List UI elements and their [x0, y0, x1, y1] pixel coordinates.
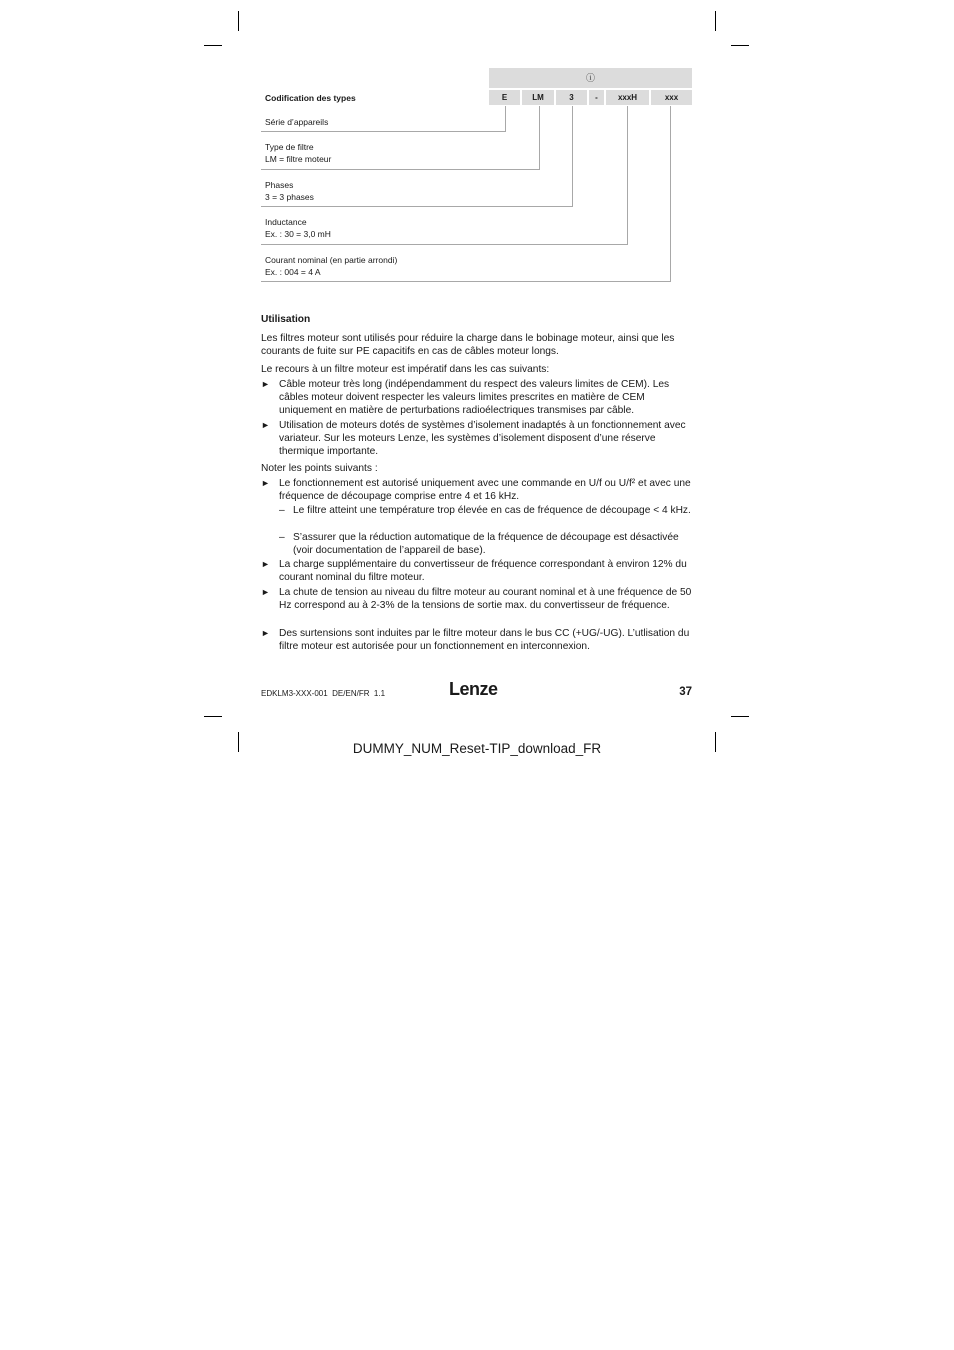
list-item-text: Câble moteur très long (indépendamment du respect des valeurs limites de CEM). Les câbles moteur doivent respecter les valeurs limites prescrites en matière de CEM uniquement en matière de perturbations radioélectriques transmises par câble.	[279, 379, 670, 416]
paragraph-intro: Les filtres moteur sont utilisés pour réduire la charge dans le bobinage moteur, ainsi que les courants de fuite sur PE capacitifs en cas de câbles moteur longs.	[261, 333, 675, 357]
row-label-text: Type de filtre	[265, 142, 314, 152]
sub-list-item	[279, 531, 696, 557]
document-id: DUMMY_NUM_Reset-TIP_download_FR	[352, 741, 602, 756]
row-label-current	[265, 255, 397, 278]
list-item-text: Le fonctionnement est autorisé uniquement avec une commande en U/f ou U/f² et avec une fréquence de découpage comprise entre 4 et 16 kHz.	[279, 478, 691, 502]
bullet-arrow-icon: ►	[261, 478, 270, 488]
code-cell-inductance: xxxH	[606, 90, 649, 105]
code-cell-current: xxx	[651, 90, 692, 105]
paragraph-required-cases: Le recours à un filtre moteur est impératif dans les cas suivants:	[261, 364, 550, 375]
type-code-title: Codification des types	[265, 93, 356, 103]
paragraph-notes-intro: Noter les points suivants :	[261, 463, 378, 474]
sub-list-item-text: Le filtre atteint une température trop élevée en cas de fréquence de découpage < 4 kHz.	[293, 505, 691, 516]
list-item	[261, 586, 696, 612]
footer-doc-reference: EDKLM3-XXX-001 DE/EN/FR 1.1	[261, 689, 386, 698]
list-item	[261, 419, 696, 458]
separator-line	[261, 169, 540, 170]
row-label-detail: LM = filtre moteur	[265, 153, 332, 164]
code-header-info-icon: ⓘ	[489, 68, 692, 88]
list-item-text: Des surtensions sont induites par le filtre moteur dans le bus CC (+UG/-UG). L’utlisation du filtre moteur est autorisée pour un fonctionnement en interconnexion.	[279, 628, 690, 652]
code-cell-dash: -	[589, 90, 604, 105]
list-item	[261, 558, 696, 584]
list-item	[261, 627, 696, 653]
sub-list-item-text: S’assurer que la réduction automatique de la fréquence de découpage est désactivée (voir documentation de l’appareil de base).	[293, 532, 679, 556]
connector-line	[539, 106, 540, 170]
bullet-arrow-icon: ►	[261, 628, 270, 638]
row-label-detail: 3 = 3 phases	[265, 191, 314, 202]
separator-line	[261, 244, 628, 245]
lenze-logo: Lenze	[449, 679, 498, 699]
bullet-arrow-icon: ►	[261, 587, 270, 597]
connector-line	[572, 106, 573, 207]
row-label-text: Courant nominal (en partie arrondi)	[265, 255, 398, 265]
bullet-arrow-icon: ►	[261, 379, 270, 389]
row-label-text: Série d’appareils	[265, 117, 329, 127]
connector-line	[505, 106, 506, 132]
list-item-text: Utilisation de moteurs dotés de systèmes d’isolement inadaptés à un fonctionnement avec variateur. Sur les moteurs Lenze, les systèmes d’isolement disposent d’une réserve thermique importante.	[279, 420, 686, 457]
bullet-arrow-icon: ►	[261, 420, 270, 430]
list-item	[261, 378, 696, 417]
crop-mark	[731, 716, 749, 717]
dash-marker: –	[279, 532, 285, 543]
code-cell-filter-type: LM	[522, 90, 554, 105]
section-heading-utilisation: Utilisation	[261, 314, 311, 325]
row-label-filter-type	[265, 142, 331, 165]
row-label-series	[265, 117, 328, 129]
connector-line	[627, 106, 628, 245]
code-cell-phases: 3	[556, 90, 587, 105]
row-label-inductance	[265, 217, 331, 240]
separator-line	[261, 281, 671, 282]
separator-line	[261, 131, 506, 132]
row-label-text: Phases	[265, 180, 294, 190]
list-item	[261, 477, 696, 503]
row-label-detail: Ex. : 004 = 4 A	[265, 266, 321, 277]
crop-mark	[204, 716, 222, 717]
connector-line	[670, 106, 671, 282]
separator-line	[261, 206, 573, 207]
list-item-text: La chute de tension au niveau du filtre moteur au courant nominal et à une fréquence de 50 Hz correspond au à 2-3% de la tensions de sortie max. du convertisseur de fréquence.	[279, 587, 692, 611]
sub-list-item	[279, 504, 696, 517]
list-item-text: La charge supplémentaire du convertisseur de fréquence correspondant à environ 12% du courant nominal du filtre moteur.	[279, 559, 687, 583]
type-code-diagram	[0, 0, 954, 300]
bullet-arrow-icon: ►	[261, 559, 270, 569]
code-cell-series: E	[489, 90, 520, 105]
row-label-detail: Ex. : 30 = 3,0 mH	[265, 228, 331, 239]
row-label-phases	[265, 180, 314, 203]
row-label-text: Inductance	[265, 217, 307, 227]
page-number: 37	[679, 686, 692, 698]
dash-marker: –	[279, 505, 285, 516]
